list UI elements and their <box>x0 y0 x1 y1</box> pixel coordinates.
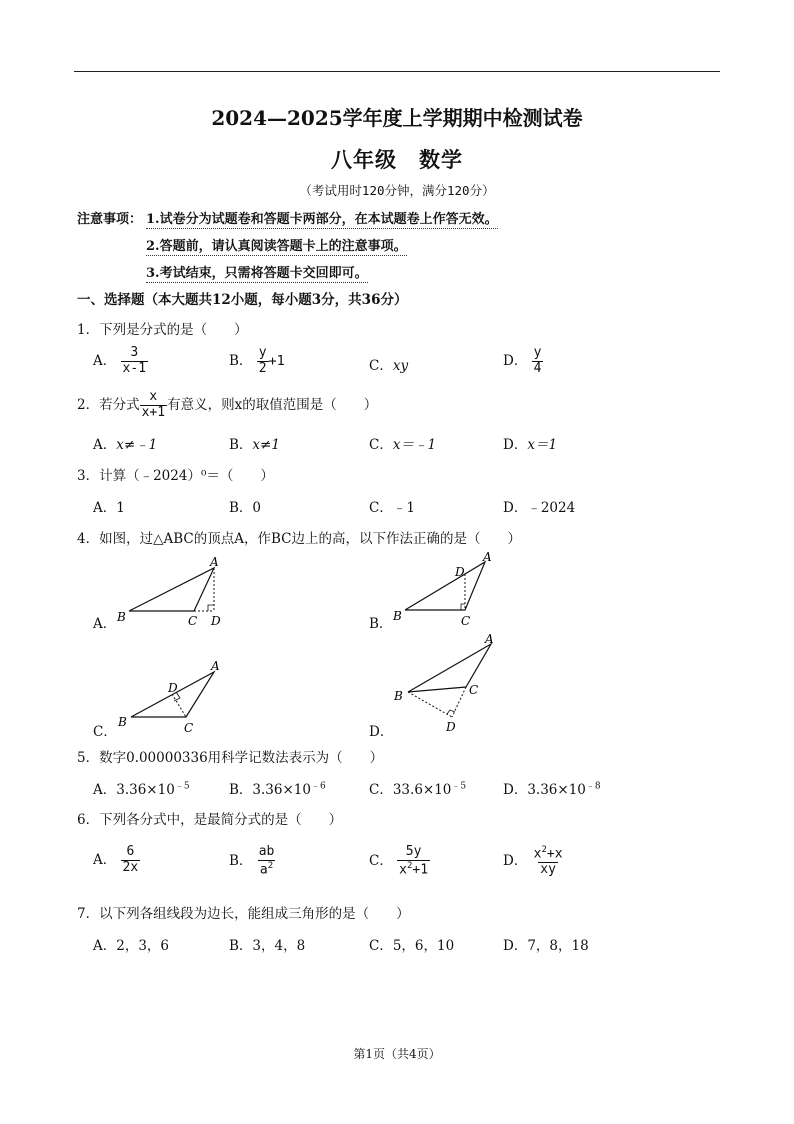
q7-option-d: D．7，8，18 <box>503 938 589 954</box>
q3-option-d: D．﹣2024 <box>503 500 576 516</box>
q5-option-d: D．$3.36\times 10^{﹣8}$ <box>503 781 601 798</box>
q2-option-b: B．x≠1 <box>229 437 280 453</box>
question-5: 5．数字0.00000336用科学记数法表示为（ ） <box>77 750 384 766</box>
note-item-3: 3.考试结束，只需将答题卡交回即可。 <box>146 266 368 281</box>
exam-subtitle: 八年级 数学 <box>331 147 463 172</box>
question-1: 1．下列是分式的是（ ） <box>77 322 248 338</box>
q2-option-c: C．x＝﹣1 <box>369 437 437 453</box>
label-b: B <box>118 715 127 729</box>
label-c: C <box>461 614 471 628</box>
label-c: C <box>184 721 194 735</box>
q3-option-a: A．1 <box>93 500 125 516</box>
label-b: B <box>393 609 402 623</box>
q5-option-c: C．$33.6\times 10^{﹣5}$ <box>369 781 467 798</box>
label-b: B <box>394 689 403 703</box>
q4-option-c: C． <box>93 724 117 740</box>
q4-figure-b <box>385 548 505 630</box>
label-b: B <box>117 610 126 624</box>
q4-option-b: B． <box>369 616 393 632</box>
label-d: D <box>168 681 178 695</box>
q5-option-a: A．$3.36\times 10^{﹣5}$ <box>93 781 190 798</box>
q2-option-d: D．x＝1 <box>503 437 558 453</box>
q3-option-b: B．0 <box>229 500 262 516</box>
q4-figure-d <box>385 630 505 740</box>
q7-option-b: B．3，4，8 <box>229 938 306 954</box>
label-c: C <box>469 683 479 697</box>
q4-figure-c <box>110 660 230 740</box>
label-a: A <box>211 660 220 673</box>
note-item-1: 1.试卷分为试题卷和答题卡两部分，在本试题卷上作答无效。 <box>146 212 498 227</box>
page-footer: 第1页（共4页） <box>353 1047 441 1061</box>
label-d: D <box>446 720 456 734</box>
q1-option-b: B． $\frac{y}{2}$ +1 <box>229 345 285 376</box>
label-c: C <box>188 614 198 628</box>
q6-option-d: D． $\frac{x^2+x}{xy}$ <box>503 845 563 878</box>
label-d: D <box>211 614 221 628</box>
q3-option-c: C．﹣1 <box>369 500 415 516</box>
question-4: 4．如图，过△ABC的顶点A，作BC边上的高，以下作法正确的是（ ） <box>77 531 521 547</box>
section-heading: 一、选择题（本大题共12小题，每小题3分，共36分） <box>77 292 408 308</box>
question-6: 6．下列各分式中，是最简分式的是（ ） <box>77 812 343 828</box>
exam-info: （考试用时120分钟，满分120分） <box>299 183 495 198</box>
q5-option-b: B．$3.36\times 10^{﹣6}$ <box>229 781 326 798</box>
label-a: A <box>483 550 492 564</box>
exam-title: 2024—2025学年度上学期期中检测试卷 <box>211 106 583 130</box>
q6-option-a: A． $\frac{6}{2x}$ <box>93 844 139 875</box>
q7-option-c: C．5，6，10 <box>369 938 455 954</box>
q4-figure-a <box>110 555 230 630</box>
question-2: 2．若分式 $\frac{x}{x+1}$ 有意义，则x的取值范围是（ ） <box>77 389 378 420</box>
header-rule <box>74 71 720 72</box>
notes-label: 注意事项： <box>77 212 143 227</box>
q2-option-a: A．x≠﹣1 <box>93 437 158 453</box>
q1-option-d: D． $\frac{y}{4}$ <box>503 345 542 376</box>
q4-option-a: A． <box>93 616 117 632</box>
q1-option-a: A． $\frac{3}{x-1}$ <box>93 345 147 376</box>
q4-option-d: D． <box>369 724 394 740</box>
q1-option-c: C．xy <box>369 358 409 374</box>
label-a: A <box>485 632 494 646</box>
label-a: A <box>210 555 219 569</box>
q6-option-b: B． $\frac{ab}{a^2}$ <box>229 844 275 878</box>
note-item-2: 2.答题前，请认真阅读答题卡上的注意事项。 <box>146 239 407 254</box>
q7-option-a: A．2，3，6 <box>93 938 170 954</box>
question-7: 7．以下列各组线段为边长，能组成三角形的是（ ） <box>77 906 410 922</box>
label-d: D <box>455 565 465 579</box>
question-3: 3．计算（﹣2024）⁰＝（ ） <box>77 468 274 484</box>
q6-option-c: C． $\frac{5y}{x^2+1}$ <box>369 844 429 878</box>
